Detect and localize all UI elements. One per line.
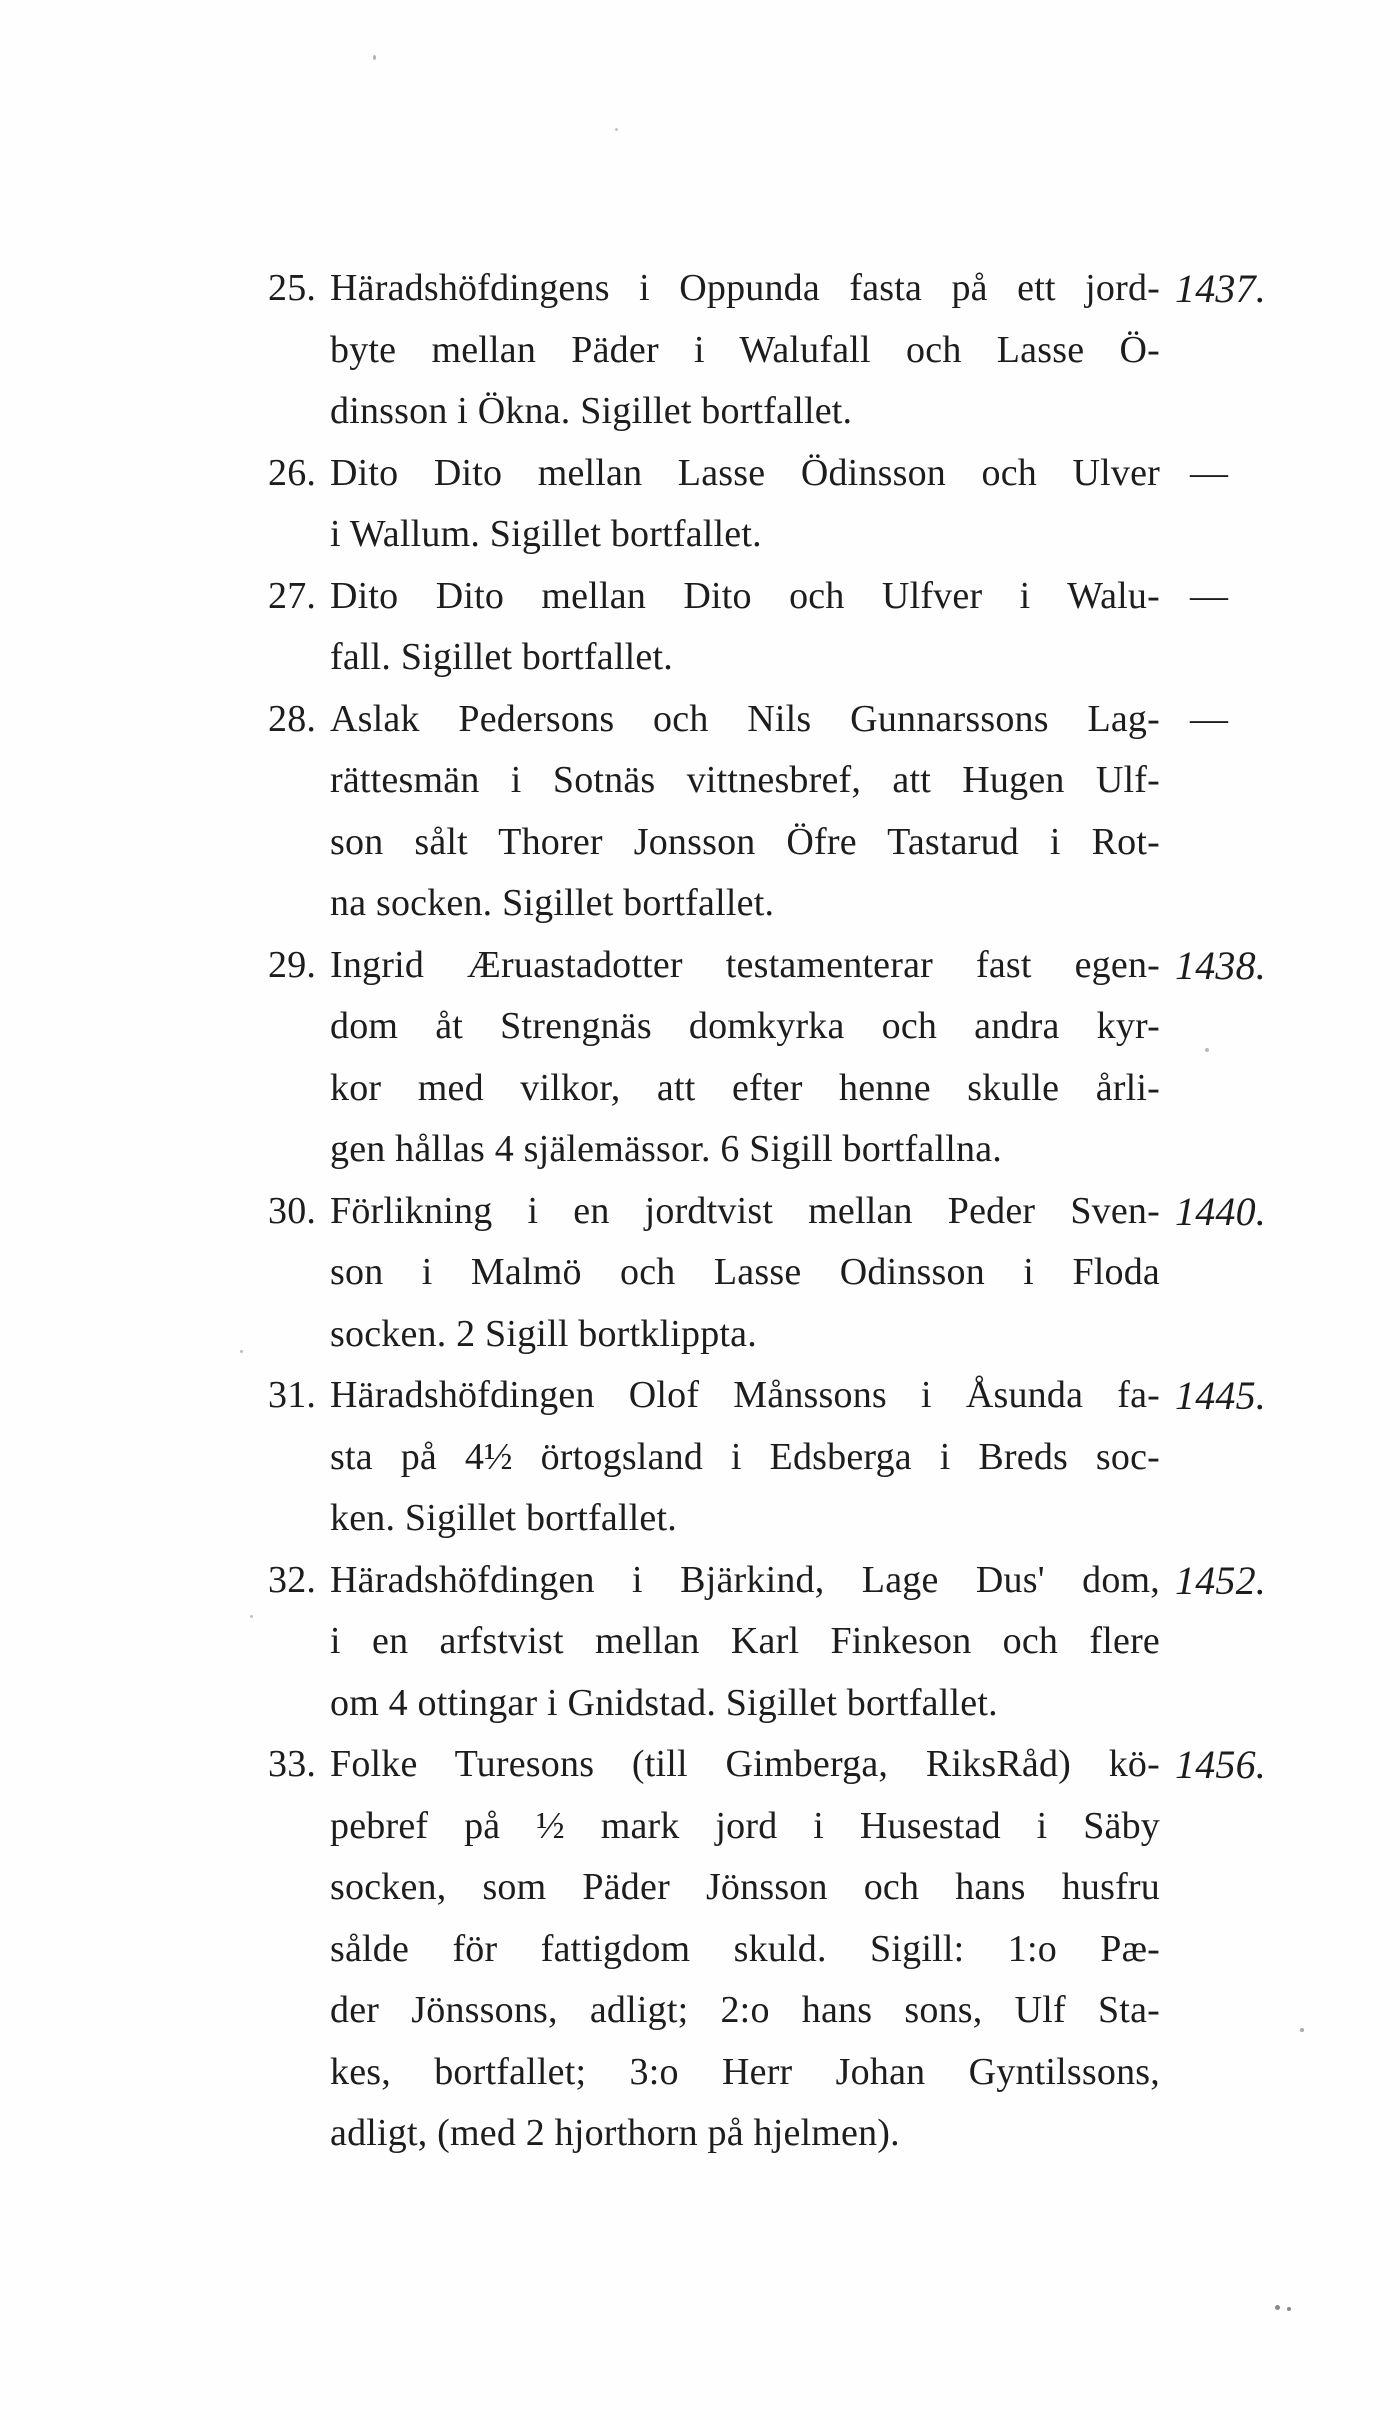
entry-text-line: pebref på ½ mark jord i Husestad i Säby bbox=[330, 1804, 1160, 1847]
entry-text-line: dinsson i Ökna. Sigillet bortfallet. bbox=[330, 390, 853, 432]
entry-line bbox=[268, 1550, 1310, 1612]
entry-line bbox=[330, 1673, 1310, 1735]
entry-line bbox=[330, 320, 1310, 382]
entry-text-line: Häradshöfdingen i Bjärkind, Lage Dus' dom, bbox=[330, 1558, 1160, 1601]
entry-number: 26. bbox=[268, 451, 317, 494]
entry-text-line: om 4 ottingar i Gnidstad. Sigillet bortfallet. bbox=[330, 1681, 998, 1724]
entry-31 bbox=[268, 1365, 1310, 1550]
entry-text-line: Häradshöfdingen Olof Månssons i Åsunda fa- bbox=[330, 1374, 1160, 1416]
entry-text-line: na socken. Sigillet bortfallet. bbox=[330, 882, 775, 924]
entry-text-line: socken, som Päder Jönsson och hans husfru bbox=[330, 1866, 1160, 1908]
entry-line bbox=[330, 996, 1310, 1058]
entry-line bbox=[268, 1365, 1310, 1427]
entry-text-line: byte mellan Päder i Walufall och Lasse Ö- bbox=[330, 328, 1160, 371]
entry-line bbox=[268, 443, 1310, 505]
entry-line bbox=[330, 1242, 1310, 1304]
entry-year: 1438. bbox=[1175, 942, 1266, 988]
entry-text-line: adligt, (med 2 hjorthorn på hjelmen). bbox=[330, 2112, 900, 2154]
entry-line bbox=[330, 1980, 1310, 2042]
entry-26 bbox=[268, 443, 1310, 566]
entry-number: 28. bbox=[268, 697, 317, 740]
entry-text-line: son sålt Thorer Jonsson Öfre Tastarud i Rot- bbox=[330, 820, 1160, 863]
entry-year: — bbox=[1190, 697, 1229, 740]
entry-line bbox=[330, 1304, 1310, 1366]
entry-text-line: Folke Turesons (till Gimberga, RiksRåd) kö- bbox=[330, 1743, 1160, 1785]
entry-year: 1440. bbox=[1175, 1188, 1266, 1234]
entry-text-line: Dito Dito mellan Dito och Ulfver i Walu- bbox=[330, 574, 1160, 617]
entry-25 bbox=[268, 258, 1310, 443]
entry-line bbox=[330, 381, 1310, 443]
register-entries bbox=[268, 258, 1310, 2165]
entry-line bbox=[330, 627, 1310, 689]
paper-speck bbox=[1287, 2307, 1291, 2311]
entry-number: 30. bbox=[268, 1189, 317, 1232]
entry-33 bbox=[268, 1734, 1310, 2165]
entry-text-line: socken. 2 Sigill bortklippta. bbox=[330, 1312, 757, 1355]
entry-text-line: sålde för fattigdom skuld. Sigill: 1:o Pæ- bbox=[330, 1927, 1160, 1970]
entry-text-line: sta på 4½ örtogsland i Edsberga i Breds soc- bbox=[330, 1435, 1160, 1478]
entry-line bbox=[330, 1796, 1310, 1858]
entry-text-line: Häradshöfdingens i Oppunda fasta på ett jord- bbox=[330, 267, 1160, 309]
entry-text-line: dom åt Strengnäs domkyrka och andra kyr- bbox=[330, 1005, 1160, 1047]
entry-text-line: Förlikning i en jordtvist mellan Peder Sven- bbox=[330, 1189, 1160, 1232]
entry-text-line: der Jönssons, adligt; 2:o hans sons, Ulf Sta- bbox=[330, 1989, 1160, 2031]
entry-line bbox=[330, 1488, 1310, 1550]
entry-line bbox=[330, 2103, 1310, 2165]
paper-speck bbox=[240, 1350, 243, 1353]
entry-text-line: Dito Dito mellan Lasse Ödinsson och Ulver bbox=[330, 451, 1160, 494]
entry-number: 32. bbox=[268, 1558, 317, 1601]
entry-text-line: fall. Sigillet bortfallet. bbox=[330, 636, 673, 678]
entry-29 bbox=[268, 935, 1310, 1181]
entry-year: 1456. bbox=[1175, 1742, 1266, 1787]
entry-text-line: Ingrid Æruastadotter testamenterar fast egen- bbox=[330, 943, 1160, 986]
entry-line bbox=[268, 689, 1310, 751]
entry-line bbox=[268, 1734, 1310, 1796]
entry-year: — bbox=[1190, 451, 1229, 494]
entry-text-line: ken. Sigillet bortfallet. bbox=[330, 1497, 677, 1539]
entry-line bbox=[330, 1427, 1310, 1489]
entry-line bbox=[330, 2042, 1310, 2104]
entry-number: 29. bbox=[268, 943, 317, 986]
entry-line bbox=[330, 812, 1310, 874]
entry-year: 1445. bbox=[1175, 1373, 1266, 1418]
entry-year: 1452. bbox=[1175, 1557, 1266, 1603]
entry-30 bbox=[268, 1181, 1310, 1366]
entry-line bbox=[268, 566, 1310, 628]
entry-27 bbox=[268, 566, 1310, 689]
entry-number: 31. bbox=[268, 1374, 317, 1416]
entry-year: 1437. bbox=[1175, 266, 1266, 311]
entry-line bbox=[330, 1611, 1310, 1673]
entry-line bbox=[330, 504, 1310, 566]
entry-text-line: Aslak Pedersons och Nils Gunnarssons Lag- bbox=[330, 697, 1160, 740]
entry-number: 27. bbox=[268, 574, 317, 617]
entry-text-line: i en arfstvist mellan Karl Finkeson och flere bbox=[330, 1620, 1160, 1662]
entry-line bbox=[268, 935, 1310, 997]
paper-speck bbox=[615, 128, 618, 131]
entry-number: 33. bbox=[268, 1743, 317, 1785]
entry-line bbox=[330, 750, 1310, 812]
entry-32 bbox=[268, 1550, 1310, 1735]
entry-year: — bbox=[1190, 574, 1229, 617]
entry-line bbox=[330, 1919, 1310, 1981]
entry-28 bbox=[268, 689, 1310, 935]
entry-line bbox=[330, 1058, 1310, 1120]
entry-line bbox=[268, 1181, 1310, 1243]
entry-text-line: kes, bortfallet; 3:o Herr Johan Gyntilssons, bbox=[330, 2050, 1160, 2093]
entry-line bbox=[268, 258, 1310, 320]
entry-line bbox=[330, 1857, 1310, 1919]
paper-speck bbox=[373, 55, 376, 60]
entry-text-line: kor med vilkor, att efter henne skulle årli- bbox=[330, 1066, 1160, 1109]
entry-text-line: rättesmän i Sotnäs vittnesbref, att Hugen Ulf- bbox=[330, 759, 1160, 801]
entry-text-line: gen hållas 4 själemässor. 6 Sigill bortfallna. bbox=[330, 1128, 1002, 1170]
entry-line bbox=[330, 1119, 1310, 1181]
entry-text-line: i Wallum. Sigillet bortfallet. bbox=[330, 513, 762, 555]
entry-line bbox=[330, 873, 1310, 935]
paper-speck bbox=[250, 1615, 253, 1618]
paper-speck bbox=[1275, 2305, 1280, 2310]
entry-number: 25. bbox=[268, 267, 317, 309]
entry-text-line: son i Malmö och Lasse Odinsson i Floda bbox=[330, 1251, 1160, 1293]
